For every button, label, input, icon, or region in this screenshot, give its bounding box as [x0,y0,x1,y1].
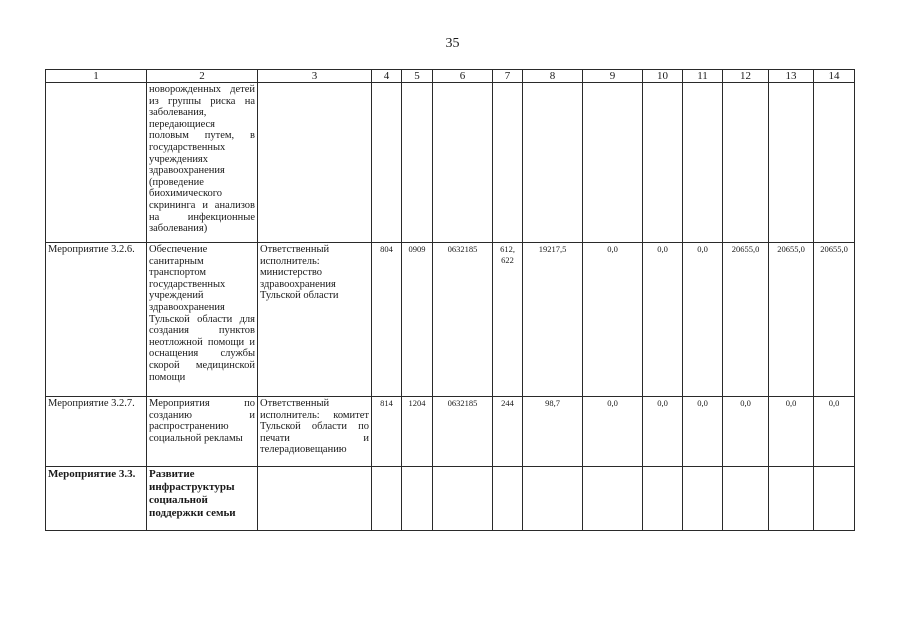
value-cell [769,467,814,531]
header-cell: 8 [523,70,583,83]
value-cell [433,467,493,531]
value-cell: 804 [372,243,402,397]
value-cell [402,83,433,243]
value-cell [583,83,643,243]
value-cell: 20655,0 [723,243,769,397]
value-cell [523,467,583,531]
measure-name-cell: новорожденных детей из группы риска на заболевания, передающиеся половым путем, в государственных учреждениях здравоохранения (проведение биохимического скрининга и анализов на инфекционные заболевания) [147,83,258,243]
measure-name-cell: Развитие инфраструктуры социальной поддержки семьи [147,467,258,531]
table-row [46,243,855,397]
value-cell: 0,0 [814,397,855,467]
value-cell: 0,0 [643,243,683,397]
measure-id-cell: Мероприятие 3.2.7. [46,397,147,467]
value-cell: 244 [493,397,523,467]
value-cell [493,83,523,243]
budget-table [45,69,855,531]
value-cell [814,83,855,243]
header-cell: 13 [769,70,814,83]
value-cell: 0,0 [583,243,643,397]
value-cell: 814 [372,397,402,467]
measure-id-cell: Мероприятие 3.3. [46,467,147,531]
executor-cell: Ответственный исполнитель: министерство здравоохранения Тульской области [258,243,372,397]
header-cell: 5 [402,70,433,83]
table-row [46,467,855,531]
table-row [46,397,855,467]
value-cell: 19217,5 [523,243,583,397]
header-cell: 4 [372,70,402,83]
value-cell: 20655,0 [769,243,814,397]
measure-name-cell: Мероприятия по созданию и распространению социальной рекламы [147,397,258,467]
value-cell: 0,0 [769,397,814,467]
value-cell: 612, 622 [493,243,523,397]
value-cell: 0909 [402,243,433,397]
value-cell: 98,7 [523,397,583,467]
value-cell [723,467,769,531]
value-cell: 20655,0 [814,243,855,397]
value-cell: 0,0 [723,397,769,467]
executor-cell [258,83,372,243]
value-cell [402,467,433,531]
value-cell: 0,0 [583,397,643,467]
value-cell [583,467,643,531]
value-cell: 0,0 [683,397,723,467]
executor-cell: Ответственный исполнитель: комитет Тульской области по печати и телерадиовещанию [258,397,372,467]
value-cell [769,83,814,243]
header-cell: 12 [723,70,769,83]
table-row [46,83,855,243]
value-cell: 0,0 [683,243,723,397]
header-cell: 3 [258,70,372,83]
header-cell: 11 [683,70,723,83]
value-cell [643,83,683,243]
header-cell: 9 [583,70,643,83]
page-number: 35 [445,36,460,51]
value-cell [683,83,723,243]
header-cell: 7 [493,70,523,83]
measure-id-cell [46,83,147,243]
value-cell [523,83,583,243]
value-cell [643,467,683,531]
header-cell: 14 [814,70,855,83]
value-cell: 0632185 [433,397,493,467]
measure-id-cell: Мероприятие 3.2.6. [46,243,147,397]
value-cell: 1204 [402,397,433,467]
header-cell: 6 [433,70,493,83]
value-cell [372,467,402,531]
value-cell: 0632185 [433,243,493,397]
measure-name-cell: Обеспечение санитарным транспортом государственных учреждений здравоохранения Тульской области для создания пунктов неотложной помощи и оснащения службы скорой медицинской помощи [147,243,258,397]
value-cell [493,467,523,531]
value-cell [723,83,769,243]
value-cell [372,83,402,243]
executor-cell [258,467,372,531]
header-row [46,70,855,83]
value-cell [683,467,723,531]
header-cell: 2 [147,70,258,83]
value-cell [433,83,493,243]
value-cell [814,467,855,531]
header-cell: 10 [643,70,683,83]
value-cell: 0,0 [643,397,683,467]
header-cell: 1 [46,70,147,83]
